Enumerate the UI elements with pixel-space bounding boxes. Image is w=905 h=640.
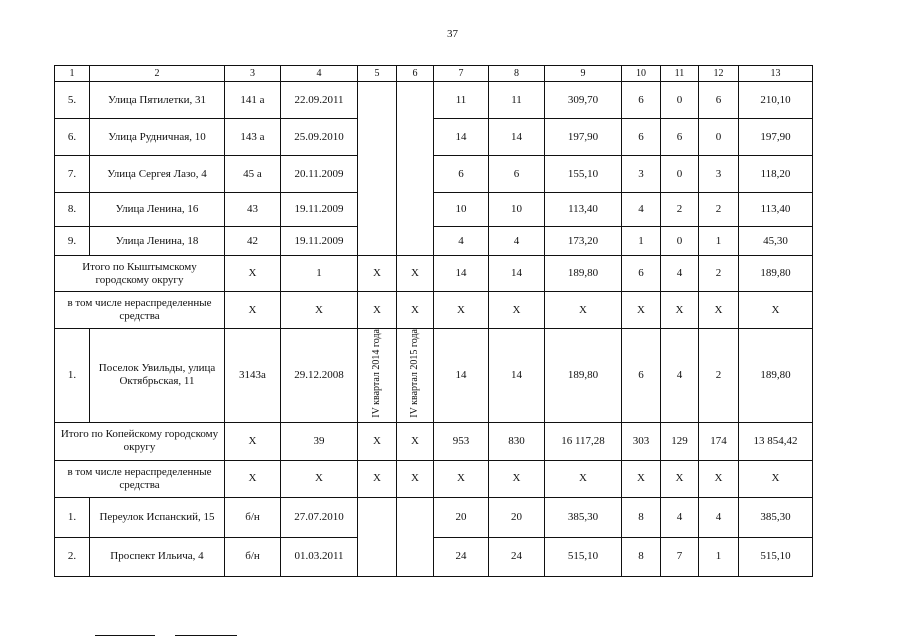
column-header: 12 (699, 66, 739, 82)
value-cell: 309,70 (545, 82, 622, 119)
value-cell: Х (434, 292, 489, 329)
value-cell: Х (358, 256, 397, 292)
value-cell: 173,20 (545, 227, 622, 256)
value-cell: Х (622, 460, 661, 497)
value-cell: 13 854,42 (739, 422, 813, 460)
value-cell: Х (661, 292, 699, 329)
column-header: 11 (661, 66, 699, 82)
document-number-cell: 45 а (225, 156, 281, 193)
value-cell: 14 (434, 119, 489, 156)
value-cell: 10 (434, 193, 489, 227)
value-cell: Х (281, 460, 358, 497)
value-cell: 6 (699, 82, 739, 119)
value-cell: 0 (661, 227, 699, 256)
date-cell: 19.11.2009 (281, 227, 358, 256)
empty-period-cell (358, 497, 397, 576)
value-cell: 303 (622, 422, 661, 460)
value-cell: Х (397, 460, 434, 497)
value-cell: 4 (661, 497, 699, 537)
period-cell (397, 329, 434, 423)
column-header: 9 (545, 66, 622, 82)
value-cell: Х (358, 460, 397, 497)
value-cell: Х (397, 292, 434, 329)
value-cell: Х (281, 292, 358, 329)
value-cell: Х (699, 292, 739, 329)
value-cell: 2 (661, 193, 699, 227)
value-cell: 189,80 (545, 329, 622, 423)
value-cell: 6 (622, 329, 661, 423)
empty-period-cell (397, 82, 434, 256)
column-header: 8 (489, 66, 545, 82)
value-cell: Х (661, 460, 699, 497)
value-cell: 2 (699, 256, 739, 292)
value-cell: 14 (489, 329, 545, 423)
address-cell: Улица Сергея Лазо, 4 (90, 156, 225, 193)
table-row (55, 227, 813, 256)
table-row (55, 537, 813, 576)
total-row (55, 256, 813, 292)
column-header: 10 (622, 66, 661, 82)
value-cell: 515,10 (545, 537, 622, 576)
date-cell: 20.11.2009 (281, 156, 358, 193)
value-cell: 24 (489, 537, 545, 576)
value-cell: 210,10 (739, 82, 813, 119)
empty-period-cell (358, 82, 397, 256)
row-number: 8. (55, 193, 90, 227)
undistributed-label: в том числе нераспределенные средства (55, 460, 225, 497)
value-cell: 0 (661, 156, 699, 193)
page-number: 37 (447, 28, 458, 40)
footer-divider (175, 635, 237, 636)
empty-period-cell (397, 497, 434, 576)
date-cell: 27.07.2010 (281, 497, 358, 537)
value-cell: 4 (661, 329, 699, 423)
row-number: 9. (55, 227, 90, 256)
value-cell: 45,30 (739, 227, 813, 256)
end-period-text: IV квартал 2015 года (409, 329, 420, 418)
date-cell: 25.09.2010 (281, 119, 358, 156)
document-number-cell: 43 (225, 193, 281, 227)
value-cell: 6 (661, 119, 699, 156)
address-cell: Поселок Увильды, улица Октябрьская, 11 (90, 329, 225, 423)
value-cell: Х (358, 292, 397, 329)
undistributed-label: в том числе нераспределенные средства (55, 292, 225, 329)
table-row (55, 329, 813, 423)
value-cell: 3 (699, 156, 739, 193)
value-cell: 4 (434, 227, 489, 256)
value-cell: 1 (699, 537, 739, 576)
value-cell: Х (489, 460, 545, 497)
value-cell: 385,30 (545, 497, 622, 537)
value-cell: Х (358, 422, 397, 460)
value-cell: 3 (622, 156, 661, 193)
value-cell: 0 (661, 82, 699, 119)
column-header: 13 (739, 66, 813, 82)
housing-program-table (54, 65, 813, 577)
value-cell: Х (545, 292, 622, 329)
row-number: 1. (55, 497, 90, 537)
value-cell: 1 (622, 227, 661, 256)
value-cell: 8 (622, 537, 661, 576)
value-cell: 385,30 (739, 497, 813, 537)
address-cell: Переулок Испанский, 15 (90, 497, 225, 537)
value-cell: 6 (622, 82, 661, 119)
value-cell: 1 (281, 256, 358, 292)
value-cell: 515,10 (739, 537, 813, 576)
value-cell: 16 117,28 (545, 422, 622, 460)
date-cell: 19.11.2009 (281, 193, 358, 227)
row-number: 7. (55, 156, 90, 193)
value-cell: Х (739, 292, 813, 329)
value-cell: 4 (661, 256, 699, 292)
value-cell: 197,90 (739, 119, 813, 156)
date-cell: 22.09.2011 (281, 82, 358, 119)
total-label: Итого по Кыштымскому городскому округу (55, 256, 225, 292)
value-cell: Х (545, 460, 622, 497)
value-cell: 4 (489, 227, 545, 256)
total-label: Итого по Копейскому городскому округу (55, 422, 225, 460)
value-cell: 24 (434, 537, 489, 576)
table-row (55, 82, 813, 119)
value-cell: 14 (489, 119, 545, 156)
document-number-cell: 42 (225, 227, 281, 256)
value-cell: 20 (434, 497, 489, 537)
value-cell: Х (739, 460, 813, 497)
date-cell: 01.03.2011 (281, 537, 358, 576)
table-row (55, 156, 813, 193)
value-cell: 14 (434, 329, 489, 423)
document-number-cell: 143 а (225, 119, 281, 156)
undistributed-row (55, 292, 813, 329)
value-cell: 6 (434, 156, 489, 193)
column-header: 6 (397, 66, 434, 82)
document-number-cell: б/н (225, 537, 281, 576)
value-cell: 14 (489, 256, 545, 292)
value-cell: 39 (281, 422, 358, 460)
value-cell: 129 (661, 422, 699, 460)
value-cell: 6 (622, 256, 661, 292)
value-cell: Х (434, 460, 489, 497)
table-row (55, 119, 813, 156)
value-cell: Х (397, 256, 434, 292)
value-cell: 189,80 (739, 329, 813, 423)
footer-divider (95, 635, 155, 636)
document-number-cell: 3143а (225, 329, 281, 423)
value-cell: Х (622, 292, 661, 329)
value-cell: 2 (699, 329, 739, 423)
address-cell: Улица Рудничная, 10 (90, 119, 225, 156)
value-cell: 4 (699, 497, 739, 537)
address-cell: Улица Ленина, 16 (90, 193, 225, 227)
table-row (55, 193, 813, 227)
column-header: 5 (358, 66, 397, 82)
value-cell: 4 (622, 193, 661, 227)
value-cell: 11 (434, 82, 489, 119)
value-cell: 189,80 (545, 256, 622, 292)
value-cell: Х (225, 256, 281, 292)
value-cell: 8 (622, 497, 661, 537)
value-cell: 2 (699, 193, 739, 227)
address-cell: Улица Пятилетки, 31 (90, 82, 225, 119)
value-cell: Х (225, 292, 281, 329)
total-row (55, 422, 813, 460)
column-header: 7 (434, 66, 489, 82)
value-cell: Х (225, 422, 281, 460)
value-cell: 189,80 (739, 256, 813, 292)
document-number-cell: 141 а (225, 82, 281, 119)
value-cell: Х (397, 422, 434, 460)
value-cell: 14 (434, 256, 489, 292)
row-number: 5. (55, 82, 90, 119)
value-cell: 6 (622, 119, 661, 156)
value-cell: 830 (489, 422, 545, 460)
value-cell: 113,40 (545, 193, 622, 227)
value-cell: 174 (699, 422, 739, 460)
address-cell: Улица Ленина, 18 (90, 227, 225, 256)
value-cell: 155,10 (545, 156, 622, 193)
table-row (55, 497, 813, 537)
start-period-text: IV квартал 2014 года (371, 329, 382, 418)
value-cell: 0 (699, 119, 739, 156)
undistributed-row (55, 460, 813, 497)
column-number-row (55, 66, 813, 82)
column-header: 4 (281, 66, 358, 82)
row-number: 2. (55, 537, 90, 576)
period-cell (358, 329, 397, 423)
value-cell: 7 (661, 537, 699, 576)
value-cell: 1 (699, 227, 739, 256)
value-cell: 953 (434, 422, 489, 460)
value-cell: 113,40 (739, 193, 813, 227)
value-cell: 118,20 (739, 156, 813, 193)
column-header: 2 (90, 66, 225, 82)
row-number: 6. (55, 119, 90, 156)
row-number: 1. (55, 329, 90, 423)
date-cell: 29.12.2008 (281, 329, 358, 423)
value-cell: Х (225, 460, 281, 497)
value-cell: 20 (489, 497, 545, 537)
address-cell: Проспект Ильича, 4 (90, 537, 225, 576)
value-cell: 197,90 (545, 119, 622, 156)
value-cell: 11 (489, 82, 545, 119)
column-header: 3 (225, 66, 281, 82)
column-header: 1 (55, 66, 90, 82)
value-cell: 10 (489, 193, 545, 227)
value-cell: Х (699, 460, 739, 497)
value-cell: Х (489, 292, 545, 329)
value-cell: 6 (489, 156, 545, 193)
document-number-cell: б/н (225, 497, 281, 537)
